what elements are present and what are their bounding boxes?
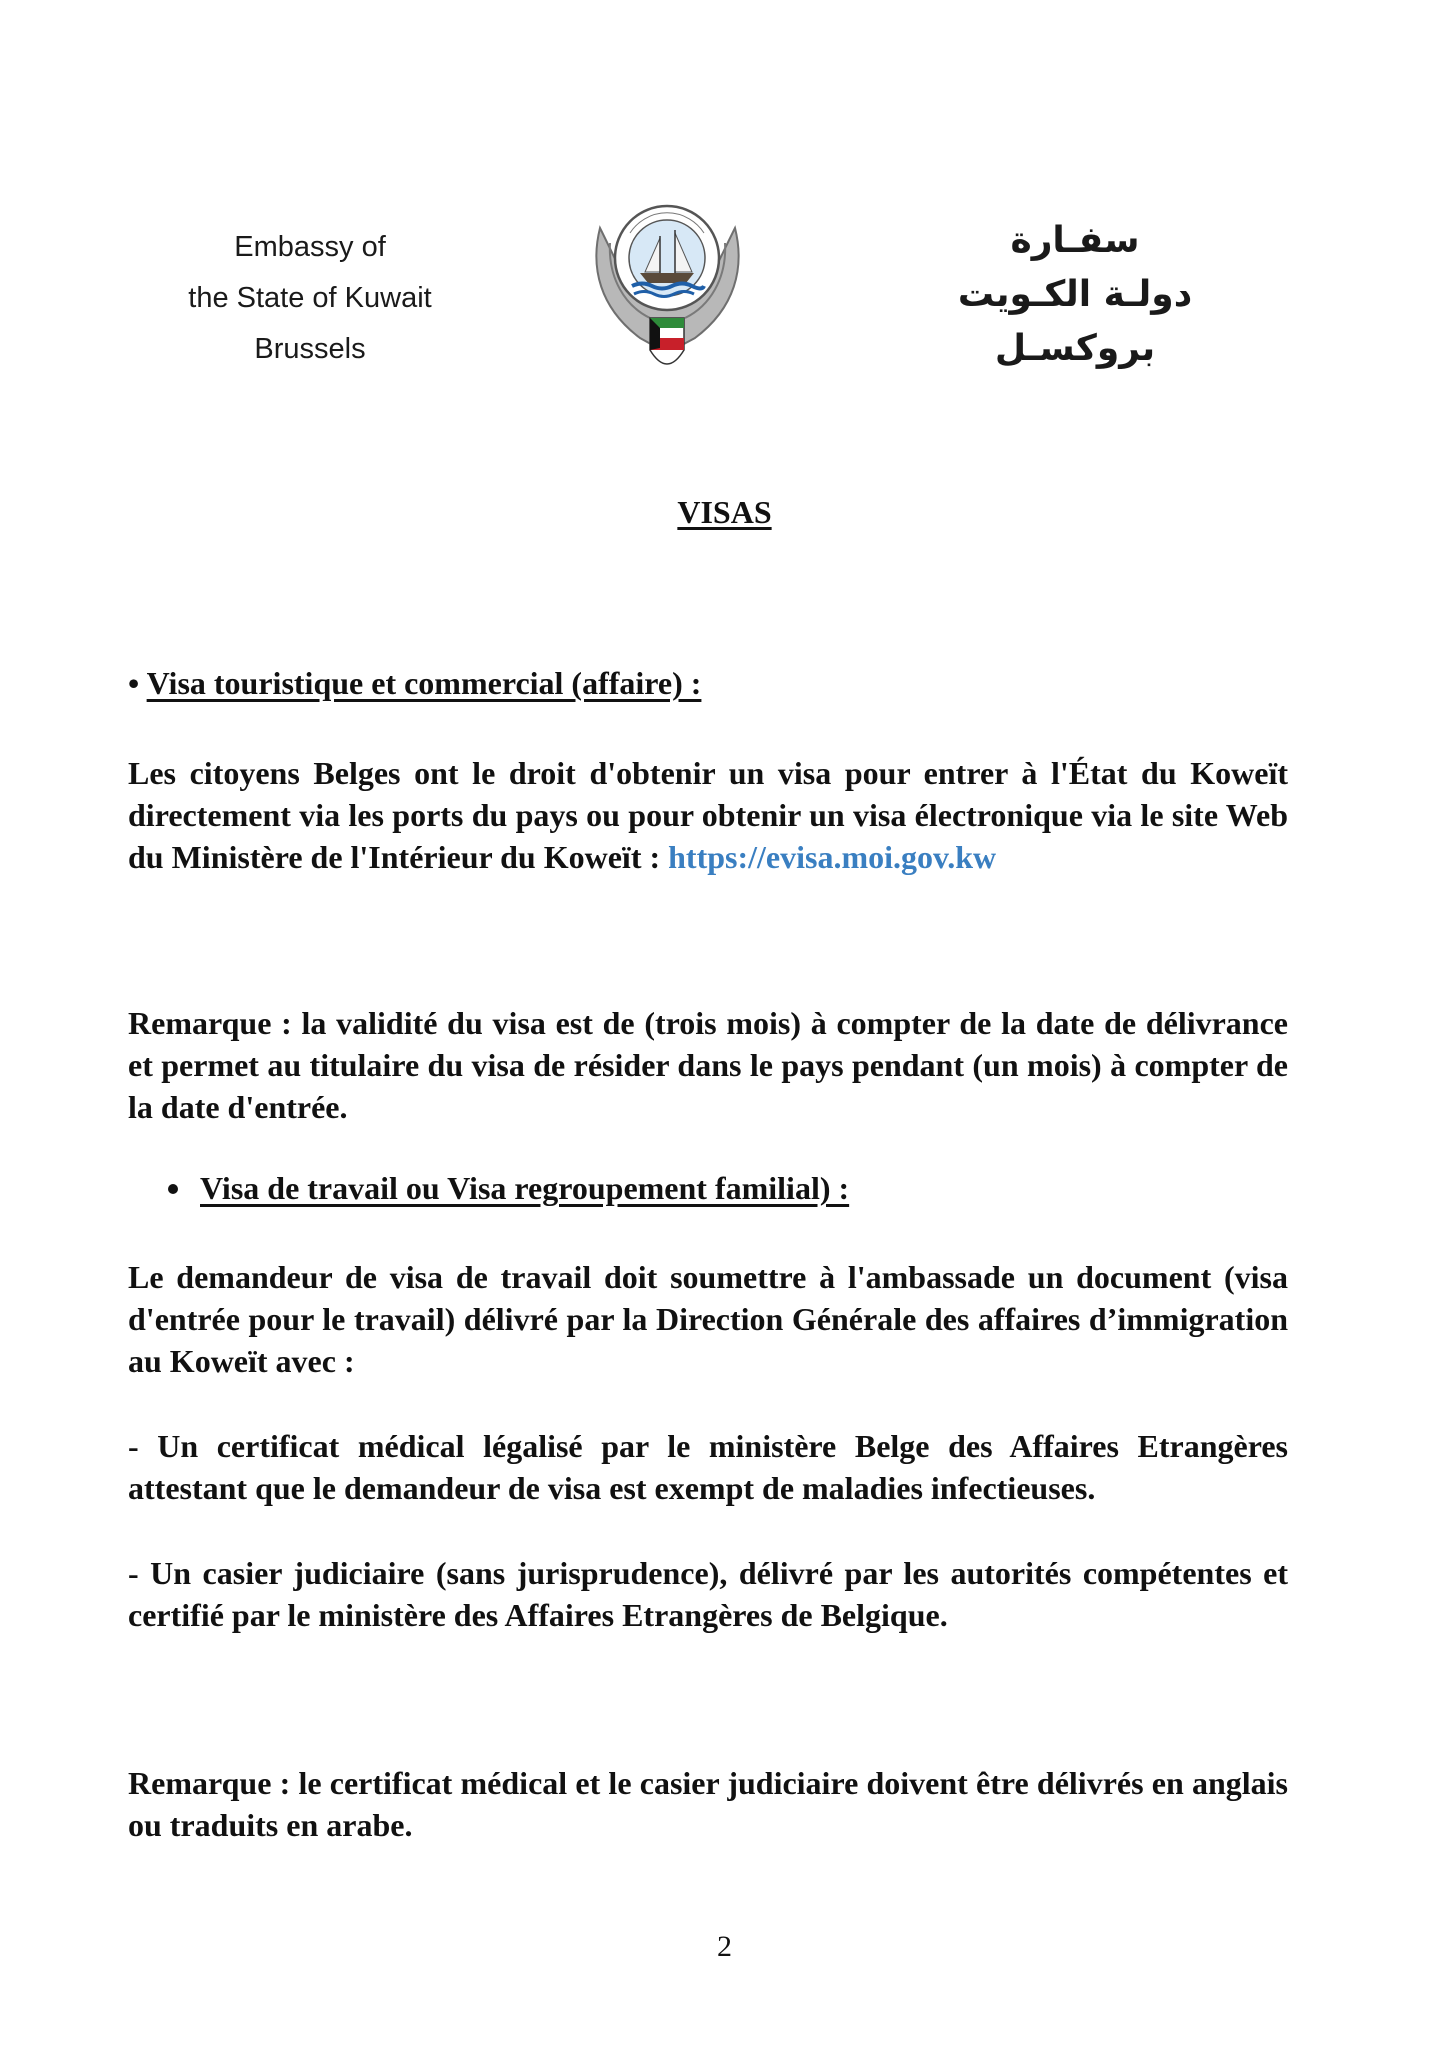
evisa-link[interactable]: https://evisa.moi.gov.kw — [668, 839, 997, 875]
bullet-dot-icon — [168, 1184, 178, 1194]
medical-certificate-item: - Un certificat médical légalisé par le ministère Belge des Affaires Etrangères attestant que le demandeur de visa est exempt de maladies infectieuses. — [128, 1428, 1288, 1506]
heading-text: Visa de travail ou Visa regroupement familial) : — [200, 1170, 850, 1206]
arabic-line-2: دولـة الكـويت — [957, 274, 1193, 315]
tourist-visa-remark: Remarque : la validité du visa est de (trois mois) à compter de la date de délivrance et permet au titulaire du visa de résider dans le pays pendant (un mois) à compter de la date d'entrée. — [128, 1005, 1288, 1125]
section-heading-tourist-visa — [128, 665, 701, 702]
criminal-record-item: - Un casier judiciaire (sans jurisprudence), délivré par les autorités compétentes et certifié par le ministère des Affaires Etrangères de Belgique. — [128, 1555, 1288, 1633]
work-visa-paragraph: Le demandeur de visa de travail doit soumettre à l'ambassade un document (visa d'entrée pour le travail) délivré par la Direction Générale des affaires d’immigration au Koweït avec : — [128, 1259, 1288, 1379]
bullet-mark: • — [128, 665, 147, 701]
tourist-visa-paragraph — [128, 752, 1288, 878]
heading-text: Visa touristique et commercial (affaire) : — [146, 665, 702, 701]
page-number: 2 — [717, 1930, 732, 1963]
embassy-name-arabic — [930, 214, 1220, 376]
work-visa-remark: Remarque : le certificat médical et le casier judiciaire doivent être délivrés en anglais ou traduits en arabe. — [128, 1765, 1288, 1843]
embassy-line-2: the State of Kuwait — [188, 282, 432, 314]
embassy-line-3: Brussels — [254, 333, 366, 365]
section-heading-work-visa — [168, 1170, 849, 1207]
kuwait-emblem-icon — [580, 188, 755, 388]
paragraph-text: Les citoyens Belges ont le droit d'obtenir un visa pour entrer à l'État du Koweït directement via les ports du pays ou pour obtenir un visa électronique via le site Web du Ministère de l'Intérieur du Koweït : — [128, 755, 1288, 875]
embassy-line-1: Embassy of — [234, 231, 386, 263]
embassy-name-english — [130, 222, 490, 375]
arabic-line-3: بروكسـل — [994, 328, 1156, 369]
page-title: VISAS — [677, 494, 772, 530]
arabic-line-1: سفـارة — [1010, 220, 1140, 261]
